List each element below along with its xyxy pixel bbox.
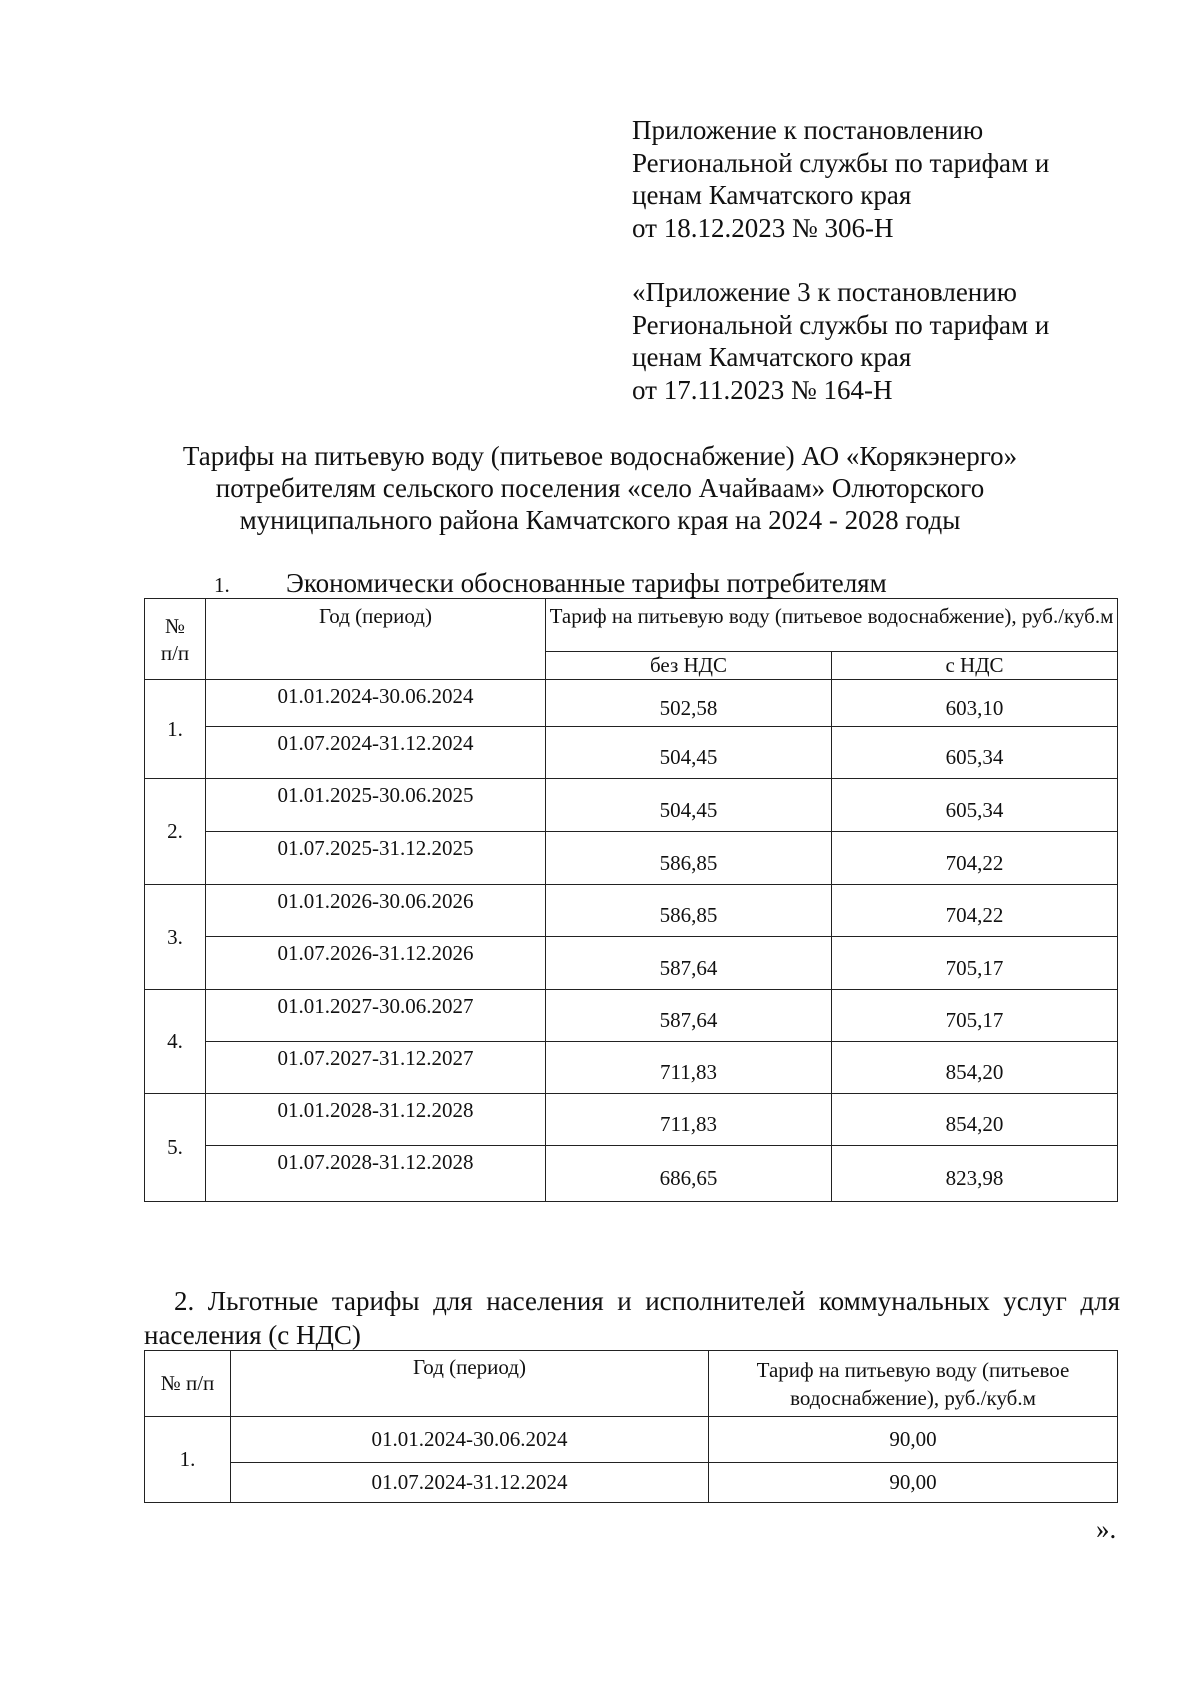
tariff-without-vat: 504,45	[546, 779, 832, 832]
period-cell: 01.07.2026-31.12.2026	[206, 937, 546, 990]
period-cell: 01.07.2028-31.12.2028	[206, 1146, 546, 1202]
document-title-line: Тарифы на питьевую воду (питьевое водоснабжение) АО «Корякэнерго»	[182, 441, 1018, 471]
row-number: 4.	[145, 990, 206, 1094]
tariff-without-vat: 502,58	[546, 680, 832, 727]
table-row	[145, 680, 1118, 727]
row-number: 1.	[145, 680, 206, 779]
table-row	[145, 779, 1118, 832]
period-cell: 01.01.2028-31.12.2028	[206, 1094, 546, 1146]
appendix-reference	[632, 114, 1152, 244]
tariff-without-vat: 586,85	[546, 832, 832, 885]
tariff-without-vat: 711,83	[546, 1094, 832, 1146]
table-row	[145, 1042, 1118, 1094]
document-title	[130, 440, 1070, 536]
header-period: Год (период)	[206, 599, 546, 680]
header-tariff: Тариф на питьевую воду (питьевое водоснабжение), руб./куб.м	[546, 599, 1118, 652]
table-row	[145, 1094, 1118, 1146]
closing-quotation: ».	[1096, 1514, 1117, 1544]
previous-appendix-line: «Приложение 3 к постановлению	[632, 277, 1017, 307]
document-title-line: потребителям сельского поселения «село Ачайваам» Олюторского	[215, 473, 985, 503]
period-cell: 01.07.2024-31.12.2024	[231, 1463, 709, 1503]
previous-appendix-reference	[632, 276, 1152, 406]
table-row	[145, 885, 1118, 937]
tariff-value: 90,00	[709, 1463, 1118, 1503]
appendix-line: от 18.12.2023 № 306-Н	[632, 212, 894, 243]
tariff-with-vat: 705,17	[832, 990, 1118, 1042]
period-cell: 01.01.2026-30.06.2026	[206, 885, 546, 937]
header-row-number	[145, 599, 206, 680]
previous-appendix-line: ценам Камчатского края	[632, 342, 912, 372]
tariff-with-vat: 854,20	[832, 1042, 1118, 1094]
section2-heading-line: населения (с НДС)	[144, 1320, 361, 1350]
document-title-line: муниципального района Камчатского края на 2024 - 2028 годы	[239, 505, 961, 535]
section2-heading-line: 2. Льготные тарифы для населения и исполнителей коммунальных услуг для	[174, 1286, 1120, 1316]
header-tariff: Тариф на питьевую воду (питьевое водоснабжение), руб./куб.м	[709, 1351, 1118, 1417]
row-number: 2.	[145, 779, 206, 885]
tariff-with-vat: 823,98	[832, 1146, 1118, 1202]
table-row	[145, 990, 1118, 1042]
tariff-with-vat: 704,22	[832, 885, 1118, 937]
table-row	[145, 937, 1118, 990]
period-cell: 01.07.2025-31.12.2025	[206, 832, 546, 885]
section1-heading-text: Экономически обоснованные тарифы потребителям	[286, 568, 887, 598]
tariff-without-vat: 587,64	[546, 990, 832, 1042]
section1-number: 1.	[214, 573, 230, 597]
row-number: 5.	[145, 1094, 206, 1202]
tariff-without-vat: 686,65	[546, 1146, 832, 1202]
appendix-line: Приложение к постановлению	[632, 115, 984, 145]
section2-heading	[144, 1284, 1120, 1352]
header-without-vat: без НДС	[546, 652, 832, 680]
row-number: 1.	[145, 1417, 231, 1503]
header-row-number: № п/п	[145, 1351, 231, 1417]
tariff-with-vat: 605,34	[832, 727, 1118, 779]
tariff-without-vat: 711,83	[546, 1042, 832, 1094]
table-row	[145, 832, 1118, 885]
tariff-with-vat: 603,10	[832, 680, 1118, 727]
period-cell: 01.01.2025-30.06.2025	[206, 779, 546, 832]
tariff-without-vat: 587,64	[546, 937, 832, 990]
period-cell: 01.01.2027-30.06.2027	[206, 990, 546, 1042]
appendix-line: Региональной службы по тарифам и	[632, 147, 1050, 178]
tariff-with-vat: 704,22	[832, 832, 1118, 885]
period-cell: 01.01.2024-30.06.2024	[231, 1417, 709, 1463]
table-row	[145, 1146, 1118, 1202]
period-cell: 01.07.2027-31.12.2027	[206, 1042, 546, 1094]
tariff-with-vat: 605,34	[832, 779, 1118, 832]
tariff-with-vat: 854,20	[832, 1094, 1118, 1146]
section1-heading	[214, 567, 887, 601]
table-row	[145, 1463, 1118, 1503]
row-number: 3.	[145, 885, 206, 990]
tariff-with-vat: 705,17	[832, 937, 1118, 990]
header-with-vat: с НДС	[832, 652, 1118, 680]
tariff-value: 90,00	[709, 1417, 1118, 1463]
previous-appendix-line: от 17.11.2023 № 164-Н	[632, 374, 893, 405]
header-row-number-abbr: п/п	[160, 641, 190, 665]
table-row	[145, 727, 1118, 779]
header-period: Год (период)	[231, 1351, 709, 1417]
header-row-number-symbol: №	[164, 614, 186, 638]
preferential-tariffs-table	[144, 1350, 1118, 1503]
period-cell: 01.01.2024-30.06.2024	[206, 680, 546, 727]
tariff-without-vat: 504,45	[546, 727, 832, 779]
economic-tariffs-table	[144, 598, 1118, 1202]
period-cell: 01.07.2024-31.12.2024	[206, 727, 546, 779]
appendix-line: ценам Камчатского края	[632, 180, 912, 210]
table-row	[145, 1417, 1118, 1463]
previous-appendix-line: Региональной службы по тарифам и	[632, 309, 1050, 340]
tariff-without-vat: 586,85	[546, 885, 832, 937]
